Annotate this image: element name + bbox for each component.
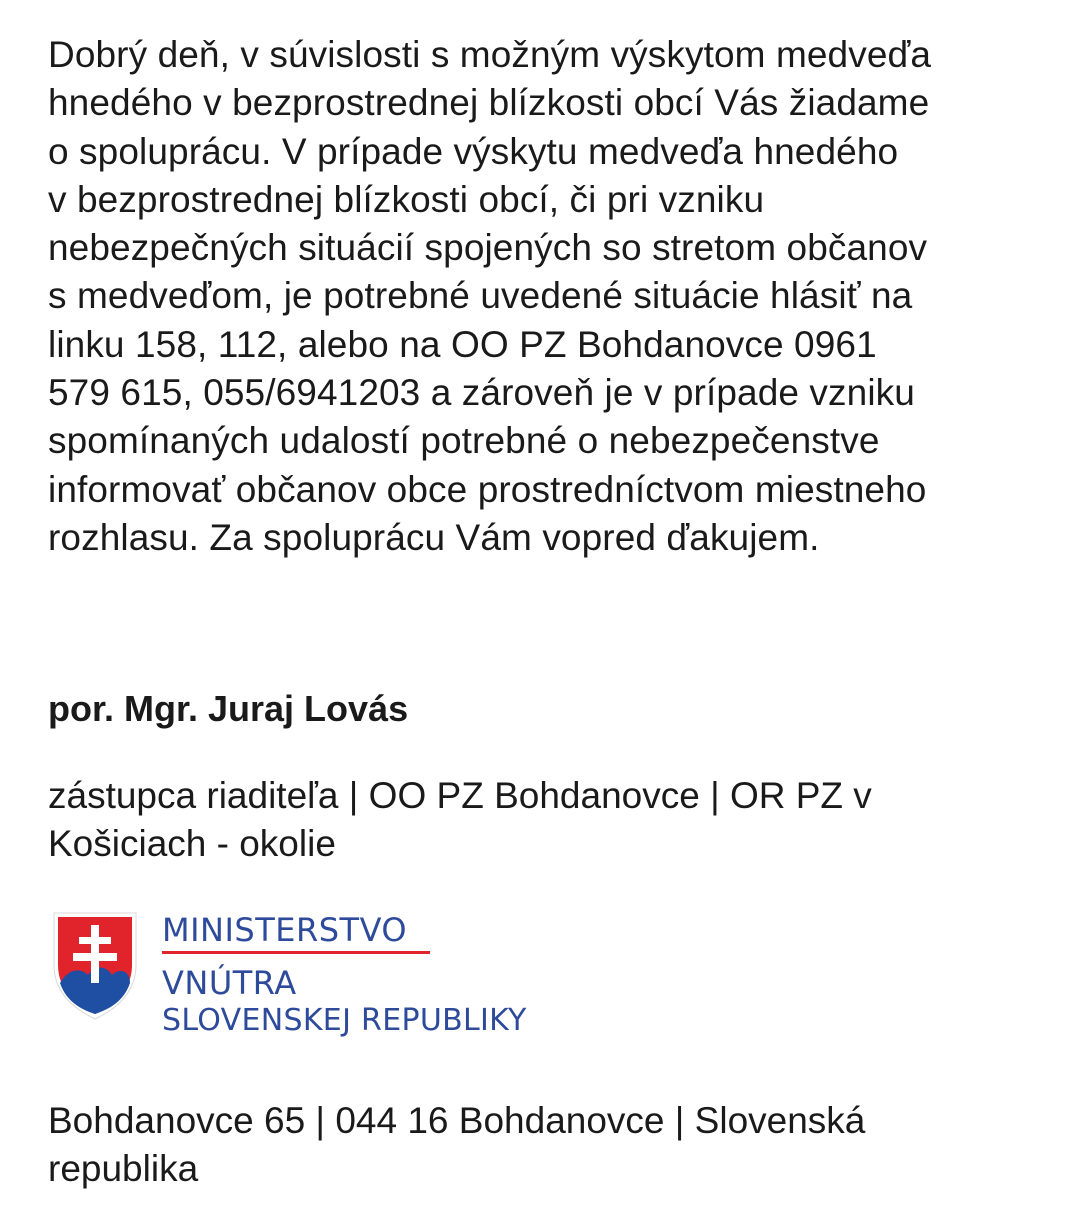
slovak-coat-of-arms-icon [54, 913, 136, 1019]
logo-line-3: SLOVENSKEJ REPUBLIKY [162, 1003, 527, 1038]
signature-role: zástupca riaditeľa | OO PZ Bohdanovce | OR PZ v Košiciach - okolie [48, 775, 872, 864]
logo-line-2: VNÚTRA [162, 964, 297, 1002]
ministry-logo [50, 905, 590, 1045]
logo-line-1: MINISTERSTVO [162, 911, 408, 949]
message-body: Dobrý deň, v súvislosti s možným výskytom medveďa hnedého v bezprostrednej blízkosti obcí Vás žiadame o spoluprácu. V prípade výskytu medveďa hnedého v bezprostrednej blízkosti obcí, či pri vzniku nebezpečných situácií spojených so stretom občanov s medveďom, je potrebné uvedené situácie hlásiť na linku 158, 112, alebo na OO PZ Bohdanovce 0961 579 615, 055/6941203 a zároveň je v prípade vzniku spomínaných udalostí potrebné o nebezpečenstve informovať občanov obce prostredníctvom miestneho rozhlasu. Za spoluprácu Vám vopred ďakujem. [48, 34, 932, 558]
signature-address: Bohdanovce 65 | 044 16 Bohdanovce | Slovenská republika [48, 1100, 866, 1189]
signature-name: por. Mgr. Juraj Lovás [48, 688, 409, 729]
logo-divider [162, 951, 430, 954]
